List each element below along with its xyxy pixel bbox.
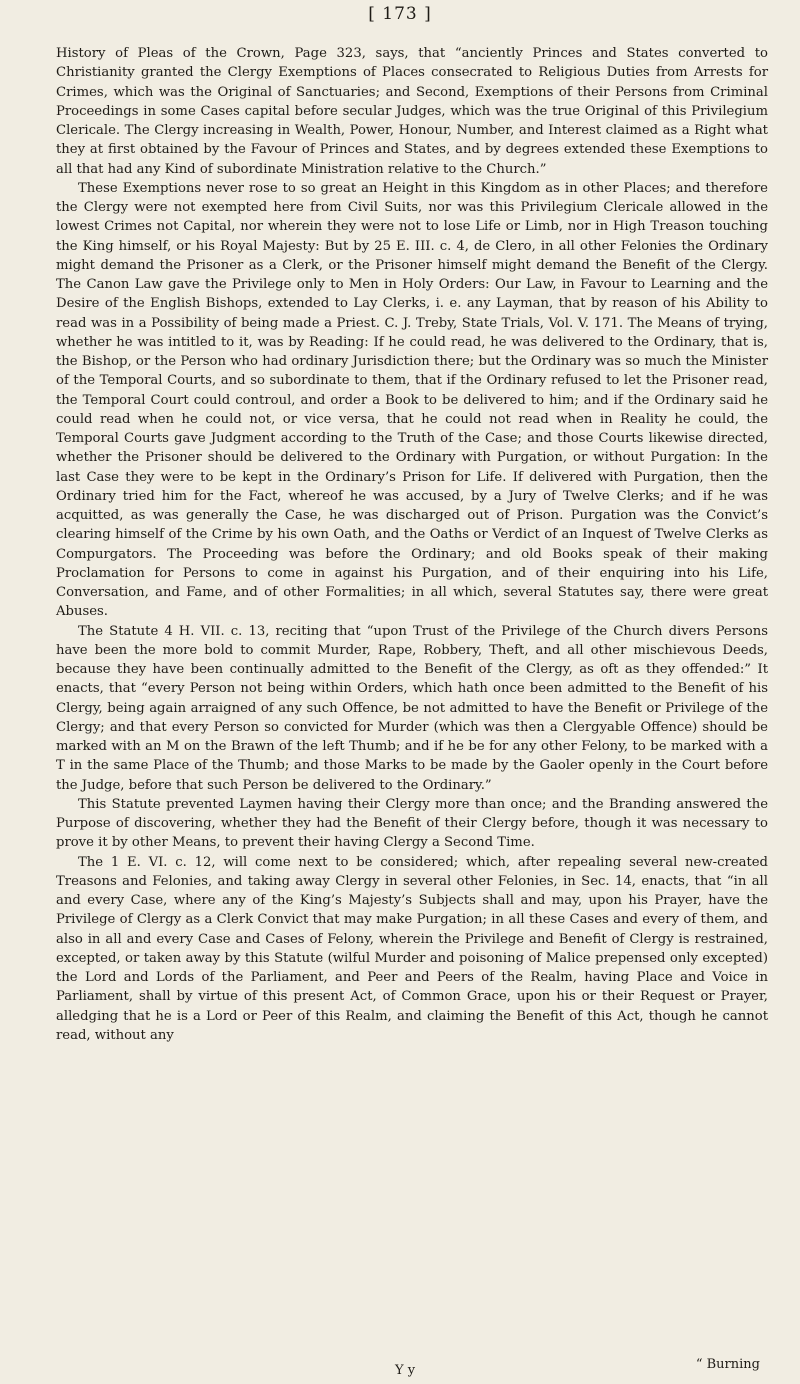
page-number: [ 173 ] xyxy=(368,4,432,24)
paragraph-5: The 1 E. VI. c. 12, will come next to be considered; which, after repealing several new-created Treasons and Felonies, and taking away Clergy in several other Felonies, in Sec. 14, enacts, that “in all and every Case, where any of the King’s Majesty’s Subjects shall and may, upon his Prayer, have the Privilege of Clergy as a Clerk Convict that may make Purgation; in all these Cases and every of them, and also in all and every Case and Cases of Felony, wherein the Privilege and Benefit of Clergy is restrained, excepted, or taken away by this Statute (wilful Murder and poisoning of Malice prepensed only excepted) the Lord and Lords of the Parliament, and Peer and Peers of the Realm, having Place and Voice in Parliament, shall by virtue of this present Act, of Common Grace, upon his or their Request or Prayer, alledging that he is a Lord or Peer of this Realm, and claiming the Benefit of this Act, though he cannot read, without any xyxy=(56,854,768,1043)
catchword: “ Burning xyxy=(695,1357,760,1372)
body-text xyxy=(56,44,768,1045)
paragraph-4: This Statute prevented Laymen having their Clergy more than once; and the Branding answered the Purpose of discovering, whether they had the Benefit of their Clergy before, though it was necessary to prove it by other Means, to prevent their having Clergy a Second Time. xyxy=(56,796,768,851)
paragraph-3: The Statute 4 H. VII. c. 13, reciting that “upon Trust of the Privilege of the Church divers Persons have been the more bold to commit Murder, Rape, Robbery, Theft, and all other mischievous Deeds, because they have been continually admitted to the Benefit of the Clergy, as oft as they offended:” It enacts, that “every Person not being within Orders, which hath once been admitted to the Benefit of his Clergy, being again arraigned of any such Offence, be not admitted to have the Benefit or Privilege of the Clergy; and that every Person so convicted for Murder (which was then a Clergyable Offence) should be marked with an M on the Brawn of the left Thumb; and if he be for any other Felony, to be marked with a T in the same Place of the Thumb; and those Marks to be made by the Gaoler openly in the Court before the Judge, before that such Person be delivered to the Ordinary.” xyxy=(56,623,768,793)
signature-mark: Y y xyxy=(395,1363,416,1378)
paragraph-1: History of Pleas of the Crown, Page 323, says, that “anciently Princes and States converted to Christianity granted the Clergy Exemptions of Places consecrated to Religious Duties from Arrests for Crimes, which was the Original of Sanctuaries; and Second, Exemptions of their Persons from Criminal Proceedings in some Cases capital before secular Judges, which was the true Original of this Privilegium Clericale. The Clergy increasing in Wealth, Power, Honour, Number, and Interest claimed as a Right what they at first obtained by the Favour of Princes and States, and by degrees extended these Exemptions to all that had any Kind of subordinate Ministration relative to the Church.” xyxy=(56,46,768,177)
paragraph-2: These Exemptions never rose to so great an Height in this Kingdom as in other Places; and therefore the Clergy were not exempted here from Civil Suits, nor was this Privilegium Clericale allowed in the lowest Crimes not Capital, nor wherein they were not to lose Life or Limb, nor in High Treason touching the King himself, or his Royal Majesty: But by 25 E. III. c. 4, de Clero, in all other Felonies the Ordinary might demand the Prisoner as a Clerk, or the Prisoner himself might demand the Benefit of the Clergy. The Canon Law gave the Privilege only to Men in Holy Orders: Our Law, in Favour to Learning and the Desire of the English Bishops, extended to Lay Clerks, i. e. any Layman, that by reason of his Ability to read was in a Possibility of being made a Priest. C. J. Treby, State Trials, Vol. V. 171. The Means of trying, whether he was intitled to it, was by Reading: If he could read, he was delivered to the Ordinary, that is, the Bishop, or the Person who had ordinary Jurisdiction there; but the Ordinary was so much the Minister of the Temporal Courts, and so subordinate to them, that if the Ordinary refused to let the Prisoner read, the Temporal Court could controul, and order a Book to be delivered to him; and if the Ordinary said he could read when he could not, or vice versa, that he could not read when in Reality he could, the Temporal Courts gave Judgment according to the Truth of the Case; and those Courts likewise directed, whether the Prisoner should be delivered to the Ordinary with Purgation, or without Purgation: In the last Case they were to be kept in the Ordinary’s Prison for Life. If delivered with Purgation, then the Ordinary tried him for the Fact, whereof he was accused, by a Jury of Twelve Clerks; and if he was acquitted, as was generally the Case, he was discharged out of Prison. Purgation was the Convict’s clearing himself of the Crime by his own Oath, and the Oaths or Verdict of an Inquest of Twelve Clerks as Compurgators. The Proceeding was before the Ordinary; and old Books speak of their making Proclamation for Persons to come in against his Purgation, and of their enquiring into his Life, Conversation, and Fame, and of other Formalities; in all which, several Statutes say, there were great Abuses. xyxy=(56,180,768,620)
